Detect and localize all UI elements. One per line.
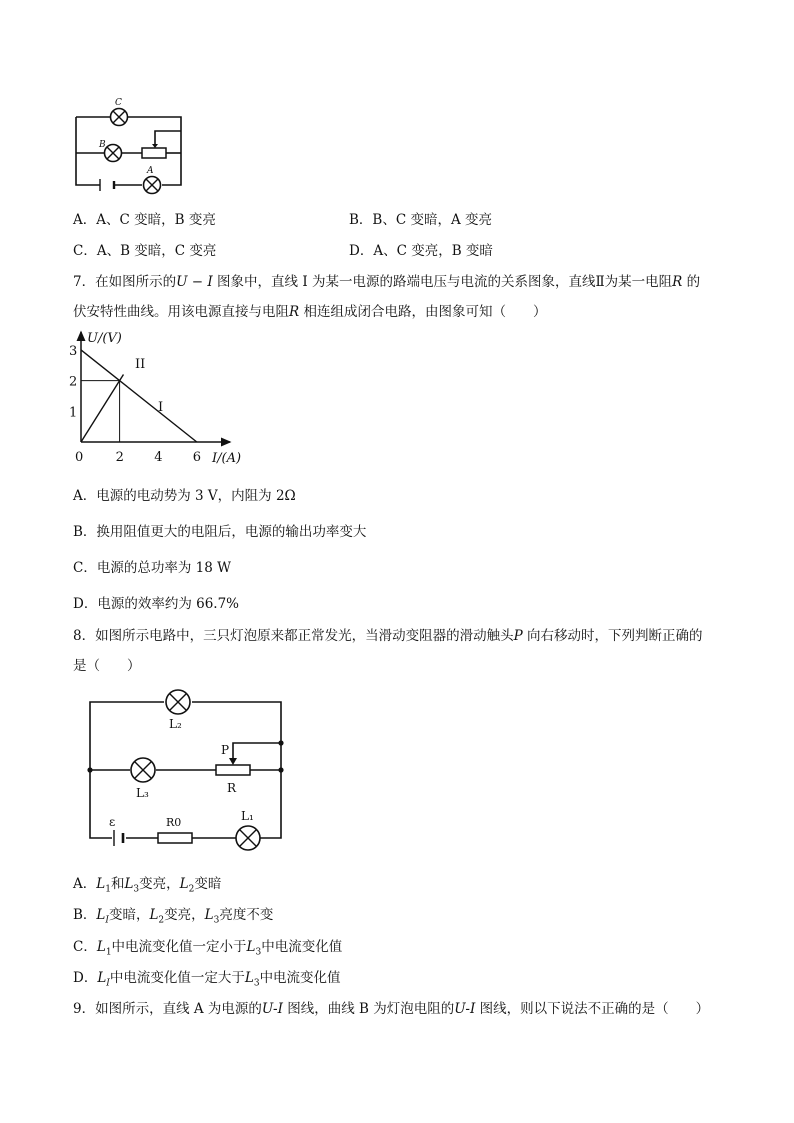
q7-stem-text-1: 7．在如图所示的 (73, 274, 177, 290)
q7-y-tick-3: 3 (69, 343, 78, 359)
q8-option-d (73, 966, 341, 989)
q8-b-mid2: 变亮， (164, 907, 205, 923)
q7-stem-text-5: 相连组成闭合电路，由图象可知（ ） (299, 304, 547, 320)
q6-lamp-b (105, 145, 122, 162)
q8-c-sub3: 3 (255, 947, 262, 958)
q6-label-c: C (115, 98, 122, 108)
q9-stem-text-1: 9．如图所示，直线 A 为电源的 (73, 1001, 262, 1017)
q7-series-label-ii: II (135, 357, 146, 372)
q8-rheostat-r (216, 765, 250, 775)
q8-option-c (73, 935, 342, 958)
q8-resistor-r0 (158, 833, 192, 843)
q7-x-tick-4: 4 (154, 450, 163, 465)
q8-d-l: L (97, 970, 107, 986)
q8-a-sub2: 2 (188, 884, 195, 895)
q8-option-a (73, 872, 221, 895)
q6-label-a: A (147, 166, 154, 176)
q8-stem-line1 (73, 624, 702, 644)
q8-c-sub1: 1 (105, 947, 112, 958)
q8-a-sub3: 3 (133, 884, 140, 895)
q7-x-axis-label: I/(A) (212, 451, 242, 466)
q8-circuit-diagram (80, 680, 295, 860)
q7-option-d: D．电源的效率约为 66.7% (73, 596, 240, 612)
q8-label-r0: R0 (166, 816, 182, 829)
q7-option-b: B．换用阻值更大的电阻后，电源的输出功率变大 (73, 524, 367, 540)
q9-ui-1: U-I (261, 1001, 283, 1017)
q8-label-l2: L₂ (169, 717, 182, 731)
q8-a-mid2: 变亮， (139, 876, 180, 892)
q8-label-eps: ε (109, 815, 116, 829)
q8-c-prefix: C． (73, 939, 97, 955)
q6-label-b: B (99, 140, 106, 150)
q6-lamp-c (111, 109, 128, 126)
q6-option-c: C．A、B 变暗，C 变亮 (73, 243, 217, 259)
q7-stem-text-4: 伏安特性曲线。用该电源直接与电阻 (73, 304, 289, 320)
q6-option-b: B．B、C 变暗，A 变亮 (349, 212, 493, 228)
q8-label-l1: L₁ (241, 809, 254, 823)
q7-series-line-2 (81, 374, 123, 442)
q7-y-tick-2: 2 (69, 374, 78, 390)
q8-d-mid: 中电流变化值一定大于 (109, 970, 245, 986)
q8-a-sub1: 1 (105, 884, 111, 895)
q8-a-l-c: L (179, 876, 189, 892)
q7-x-tick-0: 0 (75, 450, 84, 465)
q6-rheostat (142, 148, 166, 158)
q7-stem-line2 (73, 300, 546, 320)
q7-y-tick-1: 1 (69, 405, 78, 421)
q8-b-l-c: L (204, 907, 214, 923)
q8-label-p: P (221, 743, 230, 757)
q7-ui-graph (62, 322, 262, 470)
q7-stem-text-3: 的 (682, 274, 701, 290)
q7-x-tick-6: 6 (192, 450, 202, 465)
q8-a-l-b: L (124, 876, 134, 892)
q7-dash: − (187, 274, 208, 290)
q6-circuit-diagram (70, 95, 190, 195)
q8-label-r: R (227, 781, 237, 795)
q8-c-l-b: L (246, 939, 256, 955)
q8-b-end: 亮度不变 (219, 907, 274, 923)
q8-lamp-l1 (236, 826, 260, 850)
q6-option-a: A．A、C 变暗，B 变亮 (73, 212, 216, 228)
q8-stem-text-1: 8．如图所示电路中，三只灯泡原来都正常发光，当滑动变阻器的滑动触头 (73, 628, 514, 644)
q8-b-prefix: B． (73, 907, 97, 923)
q8-b-sub1: I (105, 915, 109, 926)
q8-d-sub1: I (106, 978, 110, 989)
q8-option-b (73, 903, 273, 926)
q6-option-d: D．A、C 变亮，B 变暗 (349, 243, 493, 259)
q8-a-end: 变暗 (194, 876, 222, 892)
q8-b-sub3: 3 (213, 915, 220, 926)
q8-b-l: L (96, 907, 106, 923)
q7-stem-text-2: 图象中，直线 I 为某一电源的路端电压与电流的关系图象，直线Ⅱ为某一电阻 (212, 274, 673, 290)
q8-b-l-b: L (149, 907, 159, 923)
q9-stem-text-3: 图线，则以下说法不正确的是（ ） (475, 1001, 710, 1017)
q7-y-axis-label: U/(V) (87, 331, 122, 346)
q8-d-l-b: L (244, 970, 254, 986)
q6-lamp-a (144, 177, 161, 194)
q8-b-sub2: 2 (158, 915, 165, 926)
q7-x-tick-2: 2 (115, 450, 124, 465)
q8-var-p: P (513, 628, 523, 644)
q8-a-l: L (96, 876, 106, 892)
q8-stem-text-2: 向右移动时，下列判断正确的 (522, 628, 703, 644)
q8-lamp-l3 (131, 758, 155, 782)
q9-stem (73, 997, 709, 1017)
q8-b-mid1: 变暗， (108, 907, 150, 923)
q8-lamp-l2 (166, 690, 190, 714)
q8-d-prefix: D． (73, 970, 98, 986)
q8-c-l: L (96, 939, 106, 955)
q7-option-a: A．电源的电动势为 3 V，内阻为 2Ω (73, 488, 296, 504)
q9-ui-2: U-I (454, 1001, 476, 1017)
q7-var-r2: R (289, 304, 300, 320)
q8-stem-line2: 是（ ） (73, 658, 141, 674)
q8-label-l3: L₃ (136, 786, 149, 800)
q8-d-sub3: 3 (253, 978, 260, 989)
q8-a-mid1: 和 (110, 876, 125, 892)
q7-var-r: R (672, 274, 683, 290)
q7-stem-line1 (73, 270, 700, 290)
q8-d-end: 中电流变化值 (259, 970, 341, 986)
q7-var-u: U (176, 274, 188, 290)
q8-c-mid: 中电流变化值一定小于 (111, 939, 247, 955)
q7-var-i: I (207, 274, 213, 290)
q7-option-c: C．电源的总功率为 18 W (73, 560, 231, 576)
q8-a-prefix: A． (73, 876, 97, 892)
q7-series-label-i: I (158, 400, 164, 415)
q9-stem-text-2: 图线，曲线 B 为灯泡电阻的 (282, 1001, 455, 1017)
q8-c-end: 中电流变化值 (261, 939, 343, 955)
